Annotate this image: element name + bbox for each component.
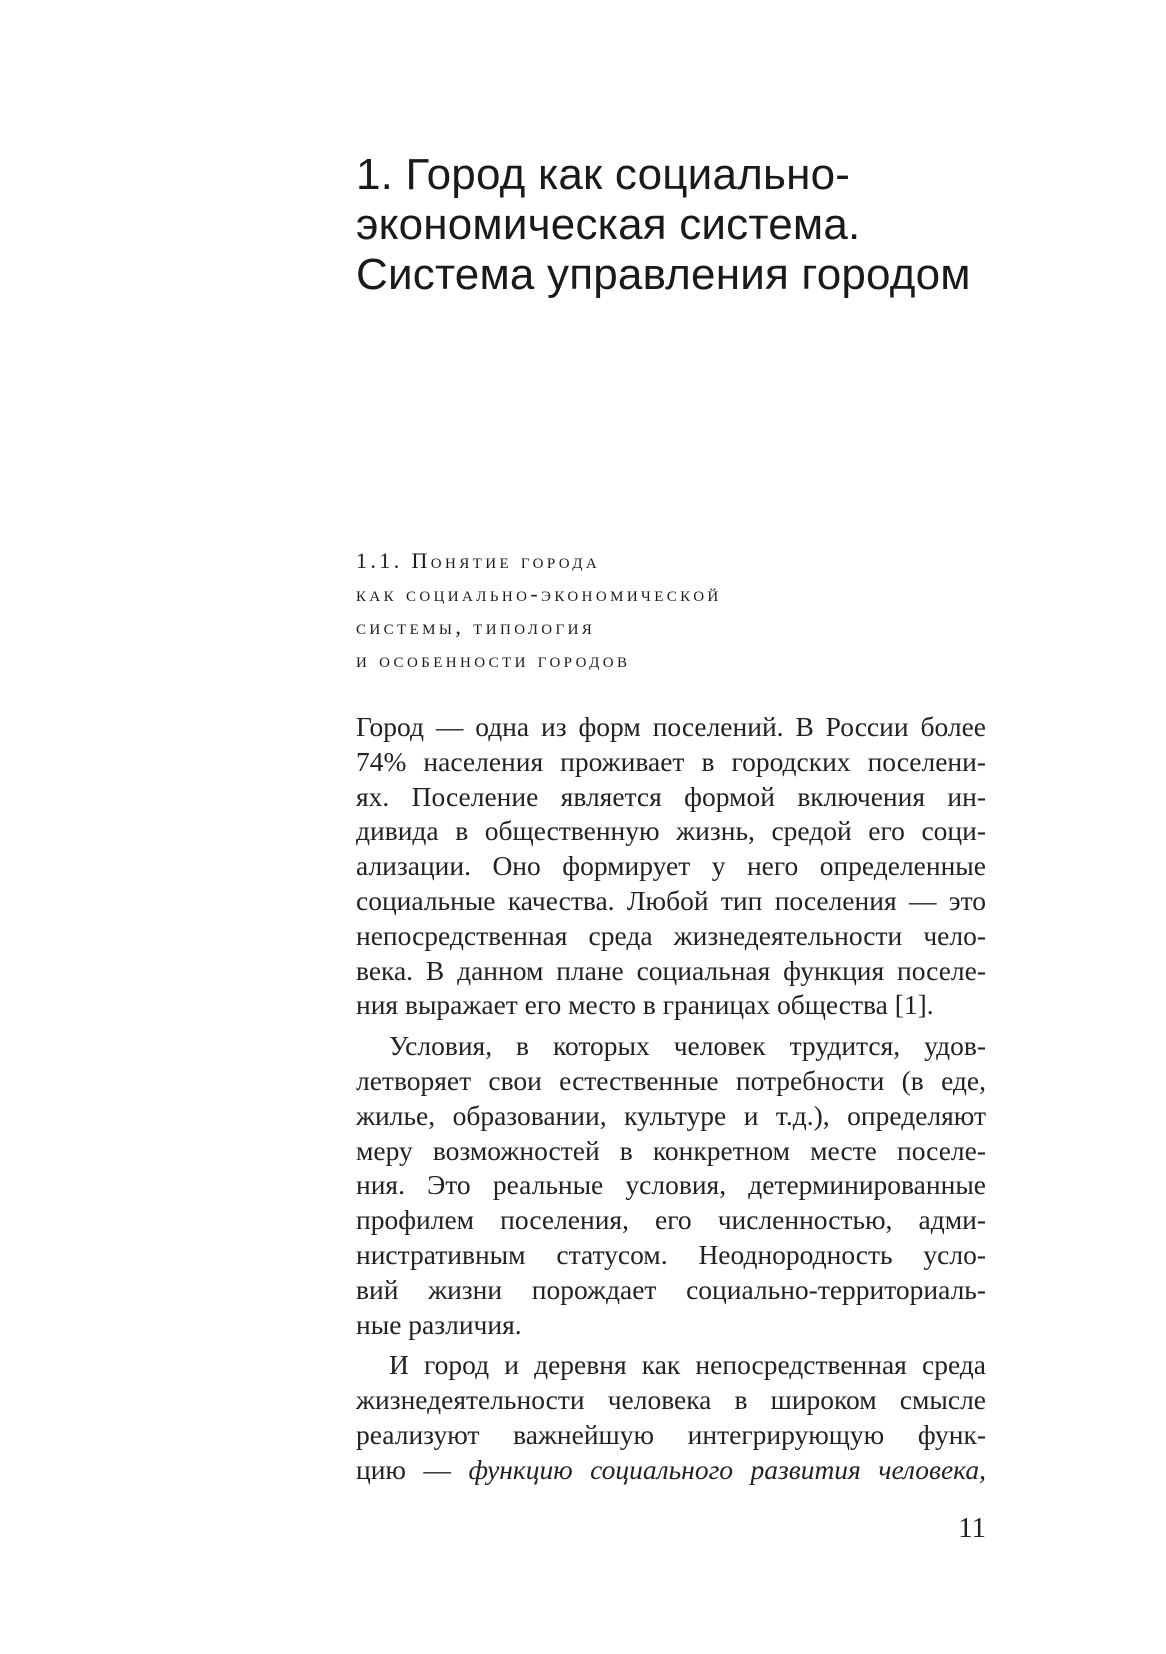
page-number: 11 [958, 1512, 986, 1544]
text-line: дивида в общественную жизнь, средой его соци- [356, 815, 986, 847]
text-line: 74% населения проживает в городских поселени- [356, 745, 986, 777]
text-line: профилем поселения, его численностью, адми- [356, 1204, 986, 1236]
text-line: жизнедеятельности человека в широком смысле [356, 1384, 986, 1416]
section-title-line: системы, типология [356, 614, 596, 639]
paragraph-1 [356, 710, 986, 1023]
paragraph-2 [356, 1029, 986, 1342]
text-line: века. В данном плане социальная функция поселе- [356, 954, 986, 986]
text-line: ализации. Оно формирует у него определенные [356, 850, 986, 882]
chapter-title-line: 1. Город как социально- [356, 150, 851, 199]
text-line: жилье, образовании, культуре и т.д.), определяют [356, 1099, 986, 1131]
text-line: Условия, в которых человек трудится, удов- [389, 1030, 986, 1062]
section-title-line: 1.1. Понятие города [356, 548, 601, 573]
text-line [356, 1453, 986, 1488]
text-line: реализуют важнейшую интегрирующую функ- [356, 1418, 986, 1450]
text-line: социальные качества. Любой тип поселения — это [356, 884, 986, 916]
section-title [356, 544, 996, 676]
section-title-line: и особенности городов [356, 647, 631, 672]
chapter-title-line: Система управления городом [356, 250, 971, 299]
chapter-title-line: экономическая система. [356, 200, 861, 249]
text-line: ях. Поселение является формой включения ин- [356, 780, 986, 812]
text-line: ния. Это реальные условия, детерминированные [356, 1169, 986, 1201]
text-line: нистративным статусом. Неоднородность усло- [356, 1238, 986, 1270]
text-line: И город и деревня как непосредственная среда [389, 1349, 986, 1381]
italic-text-run: функцию социального развития человека, [468, 1453, 986, 1485]
text-line: Город — одна из форм поселений. В России более [356, 711, 986, 742]
text-line: ния выражает его место в границах общества [1]. [356, 989, 934, 1021]
text-line: непосредственная среда жизнедеятельности чело- [356, 919, 986, 951]
section-title-line: как социально-экономической [356, 581, 722, 606]
text-line: ные различия. [356, 1308, 522, 1340]
text-line: летворяет свои естественные потребности (в еде, [356, 1064, 986, 1096]
body-text [356, 710, 986, 1488]
chapter-title [356, 150, 1056, 300]
paragraph-3 [356, 1348, 986, 1487]
text-line: вий жизни порождает социально-территориаль- [356, 1273, 986, 1305]
text-run: цию — [356, 1453, 469, 1485]
text-line: меру возможностей в конкретном месте поселе- [356, 1134, 986, 1166]
